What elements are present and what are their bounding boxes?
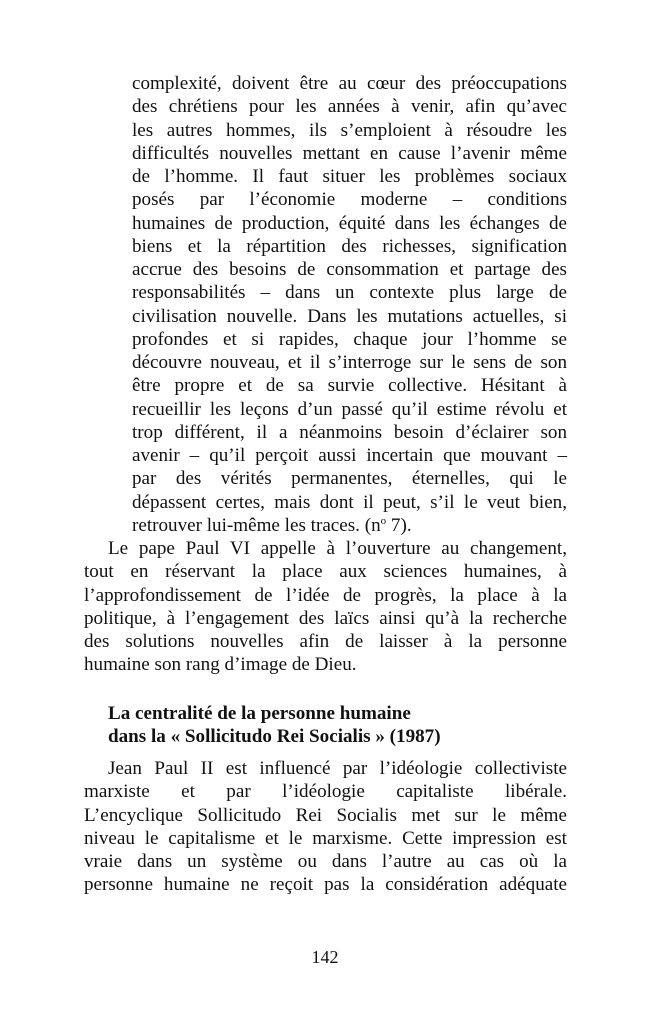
- quote-line: recueillir les leçons d’un passé qu’il estime révolu et: [132, 398, 567, 420]
- heading-line-2: dans la « Sollicitudo Rei Socialis » (1987): [108, 725, 441, 747]
- quote-line: responsabilités – dans un contexte plus large de: [132, 282, 567, 304]
- quote-line: civilisation nouvelle. Dans les mutations actuelles, si: [132, 305, 567, 327]
- quote-line: de l’homme. Il faut situer les problèmes sociaux: [132, 166, 567, 187]
- superscript-o: o: [380, 514, 387, 527]
- paragraph-line: marxiste et par l’idéologie capitaliste libérale.: [84, 781, 567, 803]
- quote-last-line: [132, 514, 567, 537]
- page-body: [84, 72, 567, 897]
- quote-line: humaines de production, équité dans les échanges de: [132, 212, 567, 234]
- paragraph-line: tout en réservant la place aux sciences humaines, à: [84, 561, 567, 583]
- quote-line: découvre nouveau, et il s’interroge sur le sens de son: [132, 352, 567, 373]
- section-heading: [108, 702, 567, 749]
- quote-line: dépassent certes, mais dont il peut, s’il le veut bien,: [132, 491, 567, 513]
- paragraph-line: politique, à l’engagement des laïcs ainsi qu’à la recherche: [84, 607, 567, 629]
- quote-line: posés par l’économie moderne – conditions: [132, 189, 567, 211]
- paragraph-line: humaine son rang d’image de Dieu.: [84, 654, 357, 676]
- paragraph-line: niveau le capitalisme et le marxisme. Cette impression est: [84, 827, 567, 849]
- paragraph-line: personne humaine ne reçoit pas la considération adéquate: [84, 874, 567, 896]
- paragraph-line: Jean Paul II est influencé par l’idéologie collectiviste: [108, 758, 567, 779]
- quote-line: profondes et si rapides, chaque jour l’homme se: [132, 328, 567, 350]
- quote-line: complexité, doivent être au cœur des préoccupations: [132, 73, 567, 94]
- paragraph-line: L’encyclique Sollicitudo Rei Socialis met sur le même: [84, 804, 567, 826]
- quote-line: être propre et de sa survie collective. Hésitant à: [132, 375, 567, 397]
- paragraph-line: vraie dans un système ou dans l’autre au cas où la: [84, 851, 567, 872]
- paragraph-line: des solutions nouvelles afin de laisser à la personne: [84, 631, 567, 652]
- block-quote: [132, 72, 567, 537]
- quote-line: difficultés nouvelles mettant en cause l’avenir même: [132, 142, 567, 164]
- quote-line: trop différent, il a néanmoins besoin d’éclairer son: [132, 421, 567, 443]
- paragraph-jean-paul-ii: [84, 757, 567, 897]
- paragraph-line: l’approfondissement de l’idée de progrès, la place à la: [84, 584, 567, 606]
- quote-line: accrue des besoins de consommation et partage des: [132, 259, 567, 280]
- quote-line: les autres hommes, ils s’emploient à résoudre les: [132, 119, 567, 141]
- paragraph-line: Le pape Paul VI appelle à l’ouverture au changement,: [108, 538, 567, 559]
- quote-line: avenir – qu’il perçoit aussi incertain que mouvant –: [132, 445, 567, 466]
- quote-text-end: 7).: [386, 514, 412, 536]
- heading-line-1: La centralité de la personne humaine: [108, 702, 411, 724]
- quote-line: par des vérités permanentes, éternelles, qui le: [132, 468, 567, 490]
- quote-text: retrouver lui-même les traces. (n: [132, 514, 381, 536]
- quote-line: biens et la répartition des richesses, signification: [132, 235, 567, 257]
- quote-line: des chrétiens pour les années à venir, afin qu’avec: [132, 96, 567, 118]
- page-number: 142: [311, 947, 339, 967]
- paragraph-paul-vi: [84, 537, 567, 677]
